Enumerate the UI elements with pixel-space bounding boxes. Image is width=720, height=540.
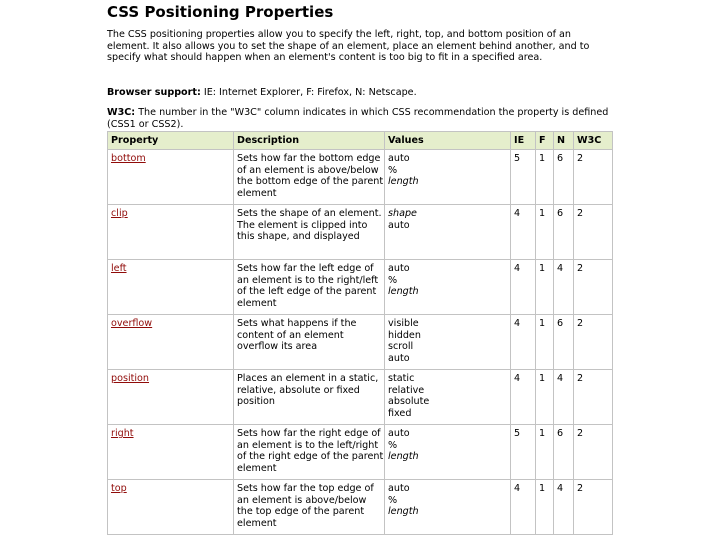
description-cell: Places an element in a static, relative, absolute or fixed position (234, 370, 385, 425)
property-link[interactable]: bottom (111, 153, 146, 164)
header-w3c: W3C (574, 132, 613, 150)
value-item: visible (388, 318, 419, 329)
values-cell (385, 425, 511, 480)
n-cell: 4 (554, 480, 574, 535)
f-cell: 1 (536, 370, 554, 425)
description-cell: Sets how far the left edge of an element is to the right/left of the left edge of the parent element (234, 260, 385, 315)
n-cell: 4 (554, 260, 574, 315)
w3c-cell: 2 (574, 370, 613, 425)
browser-support-note (107, 87, 612, 107)
table-row (108, 425, 613, 480)
n-cell: 6 (554, 205, 574, 260)
page-content (107, 0, 612, 535)
description-cell: Sets how far the bottom edge of an element is above/below the bottom edge of the parent element (234, 150, 385, 205)
table-row (108, 260, 613, 315)
n-cell: 6 (554, 315, 574, 370)
f-cell: 1 (536, 425, 554, 480)
description-cell: Sets what happens if the content of an element overflow its area (234, 315, 385, 370)
property-cell (108, 370, 234, 425)
description-cell: Sets how far the right edge of an element is to the left/right of the right edge of the parent element (234, 425, 385, 480)
property-cell (108, 150, 234, 205)
table-row (108, 315, 613, 370)
browser-support-label: Browser support: (107, 87, 201, 98)
property-link[interactable]: position (111, 373, 150, 384)
intro-paragraph: The CSS positioning properties allow you to specify the left, right, top, and bottom position of an element. It also allows you to set the shape of an element, place an element behind another, and to specify what should happen when an element's content is too big to fit in a specified area. (107, 29, 590, 63)
value-item: auto (388, 263, 410, 274)
value-item: length (388, 506, 419, 518)
n-cell: 6 (554, 150, 574, 205)
value-item: relative (388, 384, 425, 396)
f-cell: 1 (536, 480, 554, 535)
w3c-label: W3C: (107, 107, 136, 118)
values-cell (385, 260, 511, 315)
property-cell (108, 425, 234, 480)
header-ie: IE (511, 132, 536, 150)
value-item: length (388, 451, 419, 463)
property-cell (108, 315, 234, 370)
value-item: scroll (388, 341, 414, 353)
w3c-cell: 2 (574, 315, 613, 370)
ie-cell: 5 (511, 150, 536, 205)
table-row (108, 370, 613, 425)
values-cell (385, 205, 511, 260)
values-cell (385, 370, 511, 425)
property-link[interactable]: clip (111, 208, 128, 219)
w3c-text: The number in the "W3C" column indicates in which CSS recommendation the property is defined (CSS1 or CSS2). (107, 107, 609, 130)
w3c-cell: 2 (574, 150, 613, 205)
property-link[interactable]: top (111, 483, 127, 494)
property-cell (108, 480, 234, 535)
f-cell: 1 (536, 260, 554, 315)
w3c-cell: 2 (574, 425, 613, 480)
value-item: auto (388, 428, 410, 439)
description-cell: Sets the shape of an element. The element is clipped into this shape, and displayed (234, 205, 385, 260)
header-n: N (554, 132, 574, 150)
value-item: % (388, 494, 398, 506)
values-cell (385, 150, 511, 205)
f-cell: 1 (536, 150, 554, 205)
n-cell: 4 (554, 370, 574, 425)
ie-cell: 4 (511, 260, 536, 315)
ie-cell: 5 (511, 425, 536, 480)
description-cell: Sets how far the top edge of an element is above/below the top edge of the parent element (234, 480, 385, 535)
property-cell (108, 260, 234, 315)
value-item: absolute (388, 396, 430, 408)
browser-support-text: IE: Internet Explorer, F: Firefox, N: Netscape. (200, 87, 417, 98)
header-values: Values (385, 132, 511, 150)
value-item: auto (388, 352, 410, 364)
values-cell (385, 315, 511, 370)
value-item: % (388, 439, 398, 451)
value-item: % (388, 164, 398, 176)
value-item: length (388, 176, 419, 188)
header-property: Property (108, 132, 234, 150)
ie-cell: 4 (511, 370, 536, 425)
property-cell (108, 205, 234, 260)
value-item: auto (388, 153, 410, 164)
w3c-note (107, 107, 612, 131)
value-item: fixed (388, 407, 412, 419)
header-f: F (536, 132, 554, 150)
f-cell: 1 (536, 205, 554, 260)
property-link[interactable]: right (111, 428, 134, 439)
values-cell (385, 480, 511, 535)
table-header-row (108, 132, 613, 150)
value-item: length (388, 286, 419, 298)
n-cell: 6 (554, 425, 574, 480)
w3c-cell: 2 (574, 260, 613, 315)
header-description: Description (234, 132, 385, 150)
w3c-cell: 2 (574, 205, 613, 260)
value-item: % (388, 274, 398, 286)
property-link[interactable]: left (111, 263, 127, 274)
table-row (108, 480, 613, 535)
value-item: auto (388, 219, 410, 231)
value-item: shape (388, 208, 417, 219)
properties-table (107, 131, 613, 535)
w3c-cell: 2 (574, 480, 613, 535)
value-item: auto (388, 483, 410, 494)
page-title: CSS Positioning Properties (107, 3, 334, 21)
f-cell: 1 (536, 315, 554, 370)
table-row (108, 205, 613, 260)
value-item: static (388, 373, 415, 384)
ie-cell: 4 (511, 205, 536, 260)
table-row (108, 150, 613, 205)
ie-cell: 4 (511, 480, 536, 535)
value-item: hidden (388, 329, 421, 341)
ie-cell: 4 (511, 315, 536, 370)
property-link[interactable]: overflow (111, 318, 153, 329)
